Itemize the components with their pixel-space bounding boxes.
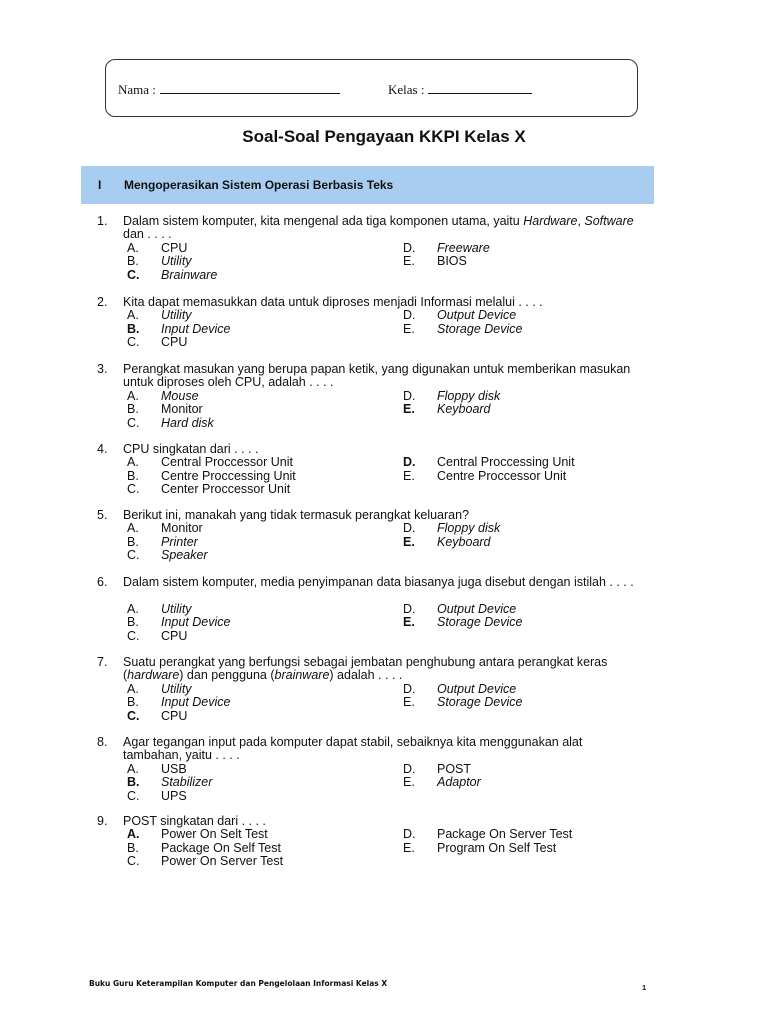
question-text: Agar tegangan input pada komputer dapat stabil, sebaiknya kita menggunakan alat tambahan, yaitu . . . .	[123, 735, 583, 763]
option-text: Keyboard	[437, 402, 491, 417]
option-text: CPU	[161, 628, 188, 643]
footer-text: Buku Guru Keterampilan Komputer dan Pengelolaan Informasi Kelas X	[89, 979, 388, 988]
option-text: Output Device	[437, 308, 517, 323]
option-text: Utility	[161, 681, 192, 696]
option-text: Freeware	[437, 240, 490, 255]
option-letter: B.	[127, 402, 139, 417]
class-label: Kelas :	[388, 82, 425, 97]
option-text: Power On Server Test	[161, 854, 284, 869]
question-text: Dalam sistem komputer, media penyimpanan data biasanya juga disebut dengan istilah . . . .	[123, 575, 634, 589]
option-letter: B.	[127, 254, 139, 269]
option-text: Program On Self Test	[437, 840, 557, 855]
question-number: 6.	[97, 575, 108, 589]
option-text: Storage Device	[437, 695, 523, 710]
option-letter: D.	[403, 240, 416, 255]
option-letter: B.	[127, 534, 139, 549]
option-text: UPS	[161, 788, 187, 803]
option-letter: A.	[127, 601, 139, 616]
option-text: Centre Proccessing Unit	[161, 468, 296, 483]
option-letter: C.	[127, 708, 140, 723]
option-text: Keyboard	[437, 534, 491, 549]
option-text: Hard disk	[161, 415, 214, 430]
option-text: Storage Device	[437, 321, 523, 336]
option-letter: C.	[127, 335, 140, 350]
option-text: CPU	[161, 708, 188, 723]
question-number: 9.	[97, 814, 108, 828]
option-letter: A.	[127, 240, 139, 255]
question-text: Dalam sistem komputer, kita mengenal ada tiga komponen utama, yaitu Hardware, Software dan . . . .	[123, 214, 634, 242]
option-text: Utility	[161, 308, 192, 323]
option-text: Package On Self Test	[161, 840, 281, 855]
name-blank-line[interactable]	[160, 82, 340, 94]
option-letter: A.	[127, 455, 139, 470]
option-letter: B.	[127, 321, 140, 336]
option-letter: E.	[403, 402, 415, 417]
option-text: Output Device	[437, 601, 517, 616]
section-header	[81, 166, 654, 204]
question-number: 8.	[97, 735, 108, 749]
option-letter: E.	[403, 840, 415, 855]
option-text: Utility	[161, 254, 192, 269]
option-letter: E.	[403, 254, 415, 269]
option-letter: D.	[403, 388, 416, 403]
option-letter: E.	[403, 321, 415, 336]
option-text: USB	[161, 761, 187, 776]
option-text: BIOS	[437, 254, 467, 269]
option-letter: C.	[127, 482, 140, 497]
option-letter: D.	[403, 827, 416, 842]
option-text: Central Proccessing Unit	[437, 455, 575, 470]
option-text: CPU	[161, 240, 188, 255]
name-label: Nama :	[118, 82, 156, 97]
option-letter: E.	[403, 468, 415, 483]
option-text: Input Device	[161, 321, 231, 336]
option-text: Utility	[161, 601, 192, 616]
option-letter: D.	[403, 455, 416, 470]
name-field[interactable]	[118, 82, 340, 98]
option-letter: B.	[127, 468, 139, 483]
class-blank-line[interactable]	[428, 82, 532, 94]
option-text: Centre Proccessor Unit	[437, 468, 567, 483]
option-text: Floppy disk	[437, 521, 501, 536]
question-text: Suatu perangkat yang berfungsi sebagai jembatan penghubung antara perangkat keras (hardware) dan pengguna (brainware) adalah . . . .	[123, 655, 608, 683]
question-number: 3.	[97, 362, 108, 376]
section-title: Mengoperasikan Sistem Operasi Berbasis Teks	[124, 178, 394, 192]
option-text: Central Proccessor Unit	[161, 455, 293, 470]
option-text: Storage Device	[437, 615, 523, 630]
section-number: I	[98, 178, 102, 192]
option-text: CPU	[161, 335, 188, 350]
question-number: 2.	[97, 295, 108, 309]
option-letter: C.	[127, 854, 140, 869]
option-text: Input Device	[161, 695, 231, 710]
option-letter: C.	[127, 788, 140, 803]
option-text: Stabilizer	[161, 775, 213, 790]
option-letter: D.	[403, 681, 416, 696]
option-text: Power On Selt Test	[161, 827, 268, 842]
option-letter: C.	[127, 267, 140, 282]
class-field[interactable]	[388, 82, 532, 98]
option-letter: A.	[127, 388, 139, 403]
page-number: 1	[642, 983, 647, 992]
option-text: Input Device	[161, 615, 231, 630]
option-letter: D.	[403, 761, 416, 776]
option-letter: D.	[403, 521, 416, 536]
question-number: 1.	[97, 214, 108, 228]
option-text: Package On Server Test	[437, 827, 573, 842]
option-text: Monitor	[161, 521, 203, 536]
option-text: Center Proccessor Unit	[161, 482, 291, 497]
question-number: 5.	[97, 508, 108, 522]
option-text: Adaptor	[437, 775, 481, 790]
option-letter: A.	[127, 308, 139, 323]
option-text: Mouse	[161, 388, 199, 403]
question-text: CPU singkatan dari . . . .	[123, 442, 259, 456]
option-letter: B.	[127, 695, 139, 710]
option-letter: B.	[127, 615, 139, 630]
student-info-box	[105, 59, 638, 117]
option-text: Floppy disk	[437, 388, 501, 403]
option-text: Speaker	[161, 548, 208, 563]
option-letter: D.	[403, 308, 416, 323]
option-text: Brainware	[161, 267, 218, 282]
option-letter: E.	[403, 615, 415, 630]
option-text: Output Device	[437, 681, 517, 696]
option-letter: B.	[127, 775, 140, 790]
option-text: Printer	[161, 534, 198, 549]
question-text: Kita dapat memasukkan data untuk diproses menjadi Informasi melalui . . . .	[123, 295, 543, 309]
option-letter: B.	[127, 840, 139, 855]
option-letter: C.	[127, 628, 140, 643]
question-number: 7.	[97, 655, 108, 669]
option-letter: A.	[127, 827, 140, 842]
question-text: Berikut ini, manakah yang tidak termasuk perangkat keluaran?	[123, 508, 470, 522]
option-letter: A.	[127, 761, 139, 776]
option-letter: E.	[403, 695, 415, 710]
question-number: 4.	[97, 442, 108, 456]
page-title: Soal-Soal Pengayaan KKPI Kelas X	[242, 127, 526, 146]
option-letter: D.	[403, 601, 416, 616]
option-letter: C.	[127, 548, 140, 563]
option-letter: E.	[403, 534, 415, 549]
option-letter: A.	[127, 681, 139, 696]
option-letter: C.	[127, 415, 140, 430]
question-text: POST singkatan dari . . . .	[123, 814, 266, 828]
question-text: Perangkat masukan yang berupa papan ketik, yang digunakan untuk memberikan masukan untuk diproses oleh CPU, adalah . . . .	[123, 362, 631, 390]
option-letter: E.	[403, 775, 415, 790]
option-text: Monitor	[161, 402, 203, 417]
option-text: POST	[437, 761, 472, 776]
option-letter: A.	[127, 521, 139, 536]
